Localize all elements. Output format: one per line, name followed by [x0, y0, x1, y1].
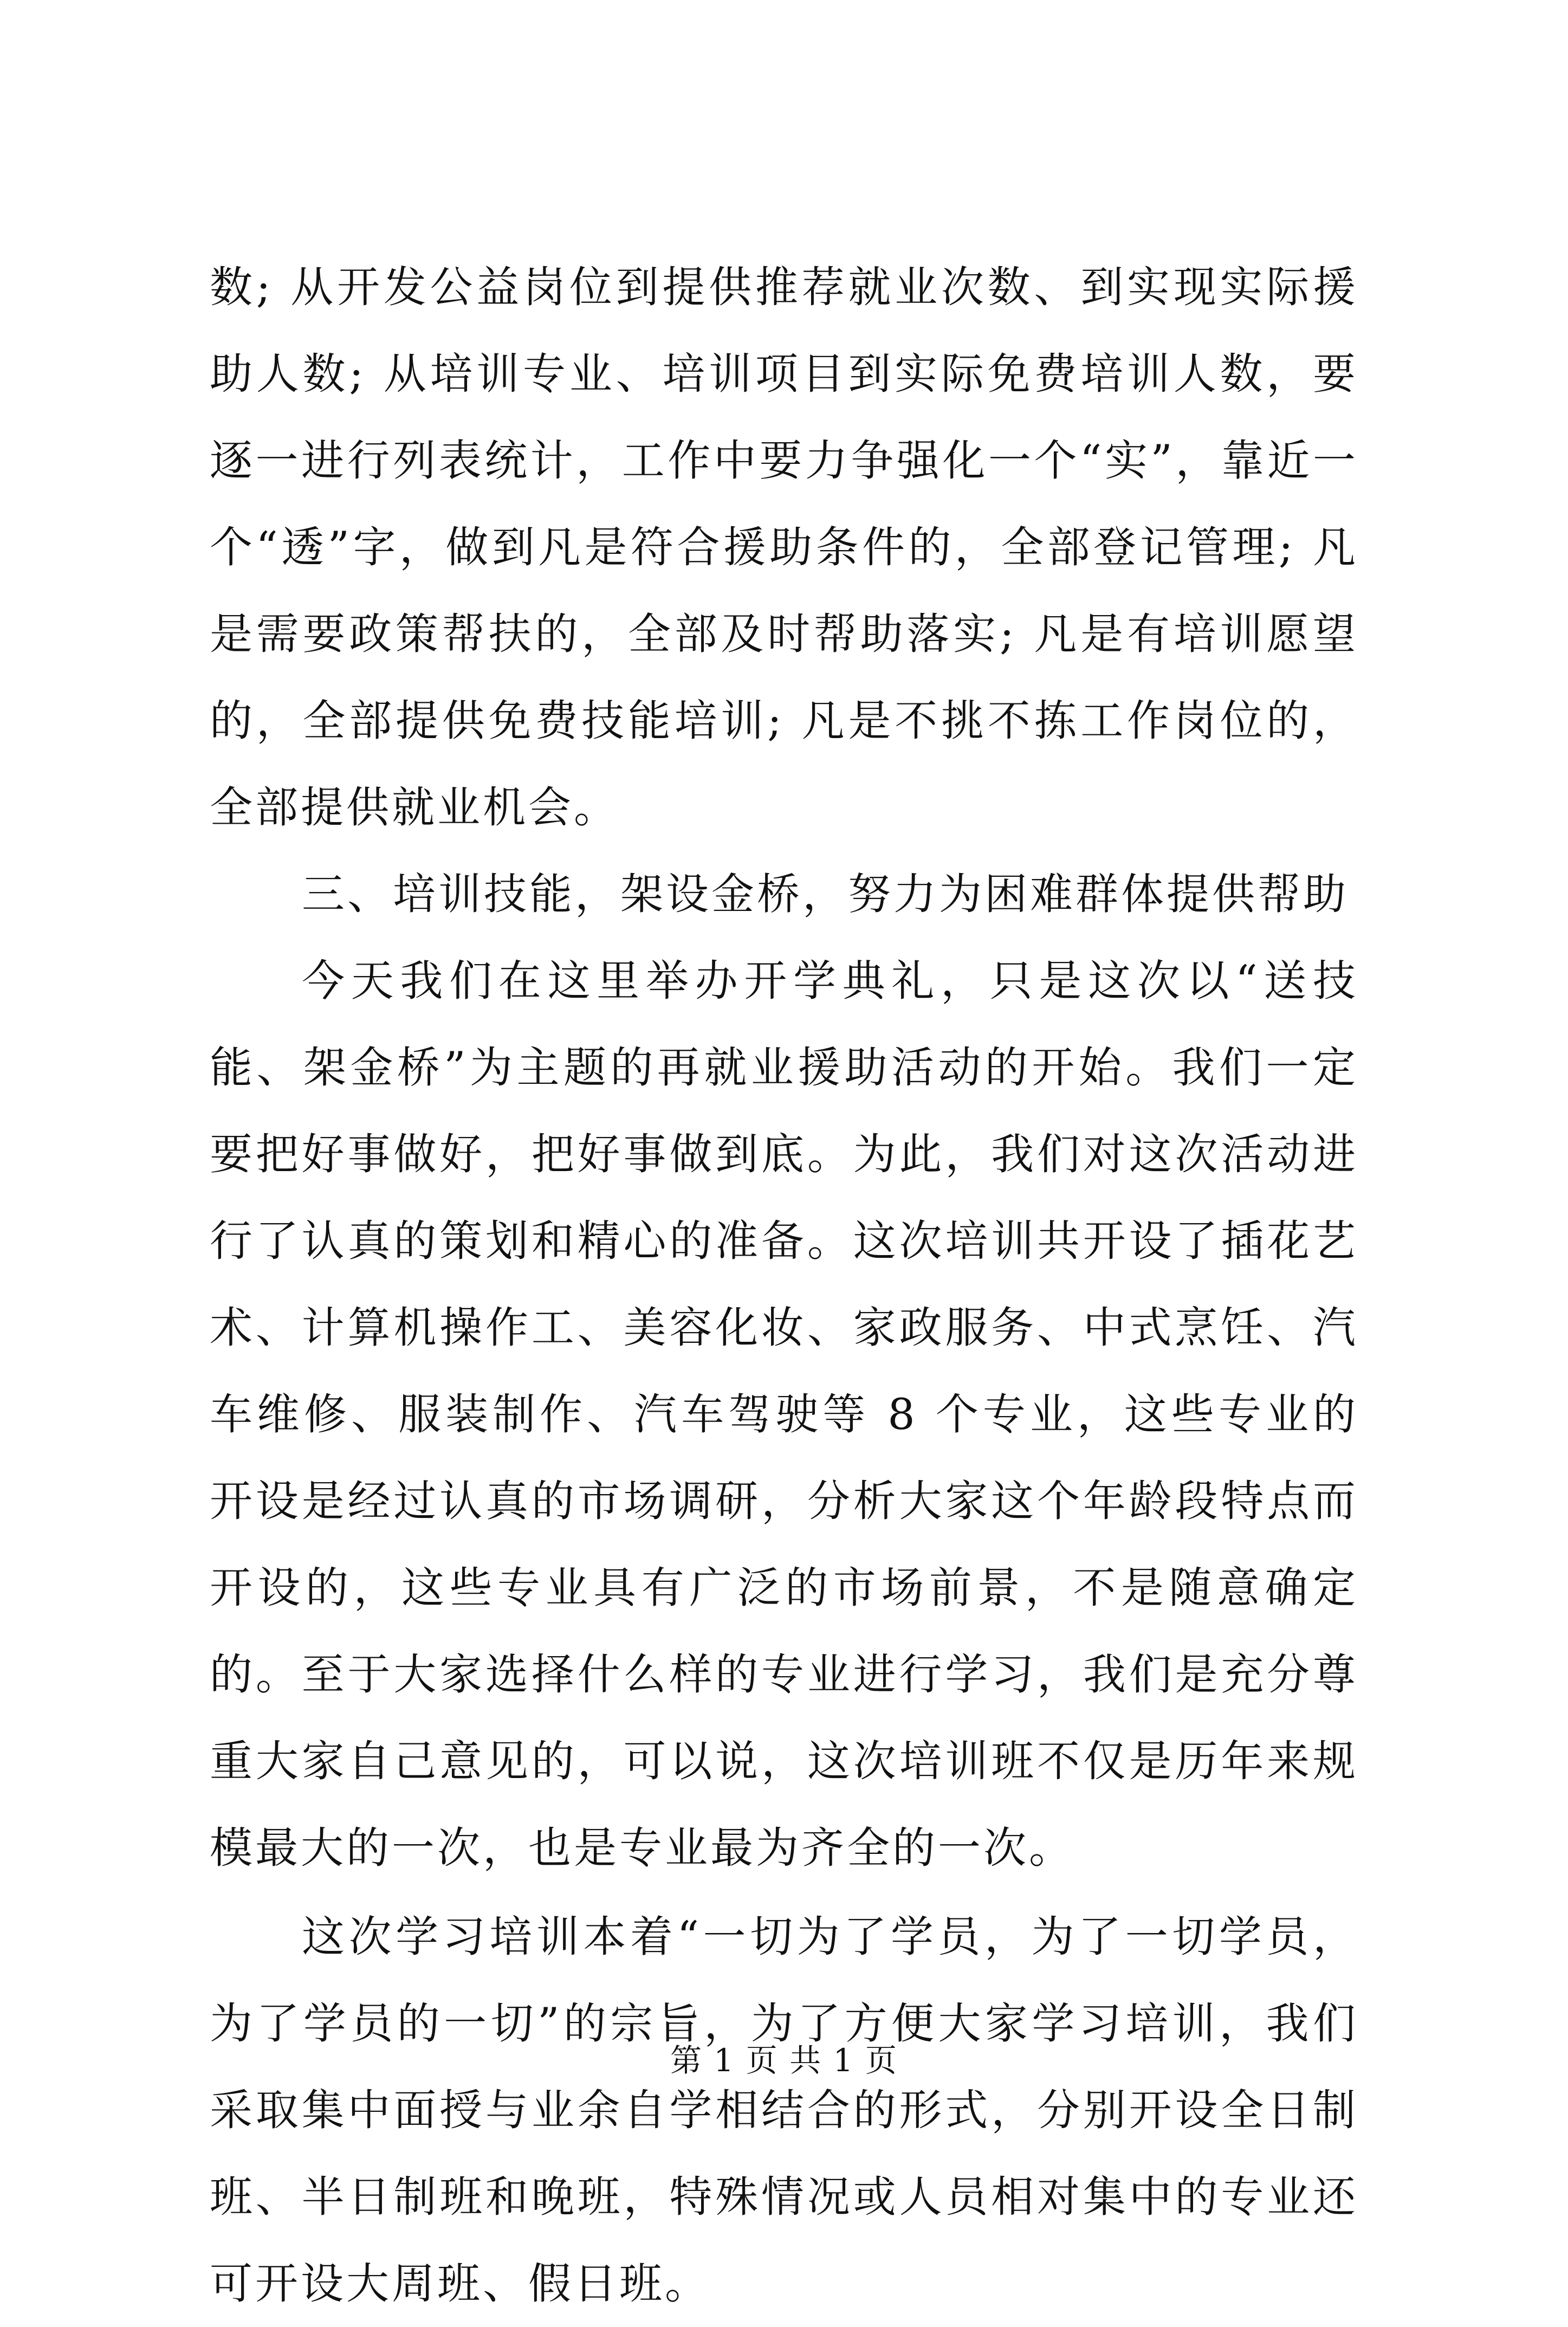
page-footer: 第 1 页 共 1 页 [670, 2042, 898, 2079]
paragraph-3: 这次学习培训本着“一切为了学员，为了一切学员，为了学员的一切”的宗旨，为了方便大家学习培训，我们采取集中面授与业余自学相结合的形式，分别开设全日制班、半日制班和晚班，特殊情况或人员相对集中的专业还可开设大周班、假日班。 [210, 1912, 1358, 2309]
document-body [210, 244, 1358, 2327]
section-heading-3: 三、培训技能，架设金桥，努力为困难群体提供帮助 [302, 869, 1349, 919]
paragraph-1: 数; 从开发公益岗位到提供推荐就业次数、到实现实际援助人数; 从培训专业、培训项目到实际免费培训人数，要逐一进行列表统计，工作中要力争强化一个“实”，靠近一个“透”字，做到凡是符合援助条件的，全部登记管理; 凡是需要政策帮扶的，全部及时帮助落实; 凡是有培训愿望的，全部提供免费技能培训; 凡是不挑不拣工作岗位的，全部提供就业机会。 [210, 262, 1358, 832]
paragraph-2: 今天我们在这里举办开学典礼，只是这次以“送技能、架金桥”为主题的再就业援助活动的开始。我们一定要把好事做好，把好事做到底。为此，我们对这次活动进行了认真的策划和精心的准备。这次培训共开设了插花艺术、计算机操作工、美容化妆、家政服务、中式烹饪、汽车维修、服装制作、汽车驾驶等 8 个专业，这些专业的开设是经过认真的市场调研，分析大家这个年龄段特点而开设的，这些专业具有广泛的市场前景，不是随意确定的。至于大家选择什么样的专业进行学习，我们是充分尊重大家自己意见的，可以说，这次培训班不仅是历年来规模最大的一次，也是专业最为齐全的一次。 [210, 956, 1358, 1873]
